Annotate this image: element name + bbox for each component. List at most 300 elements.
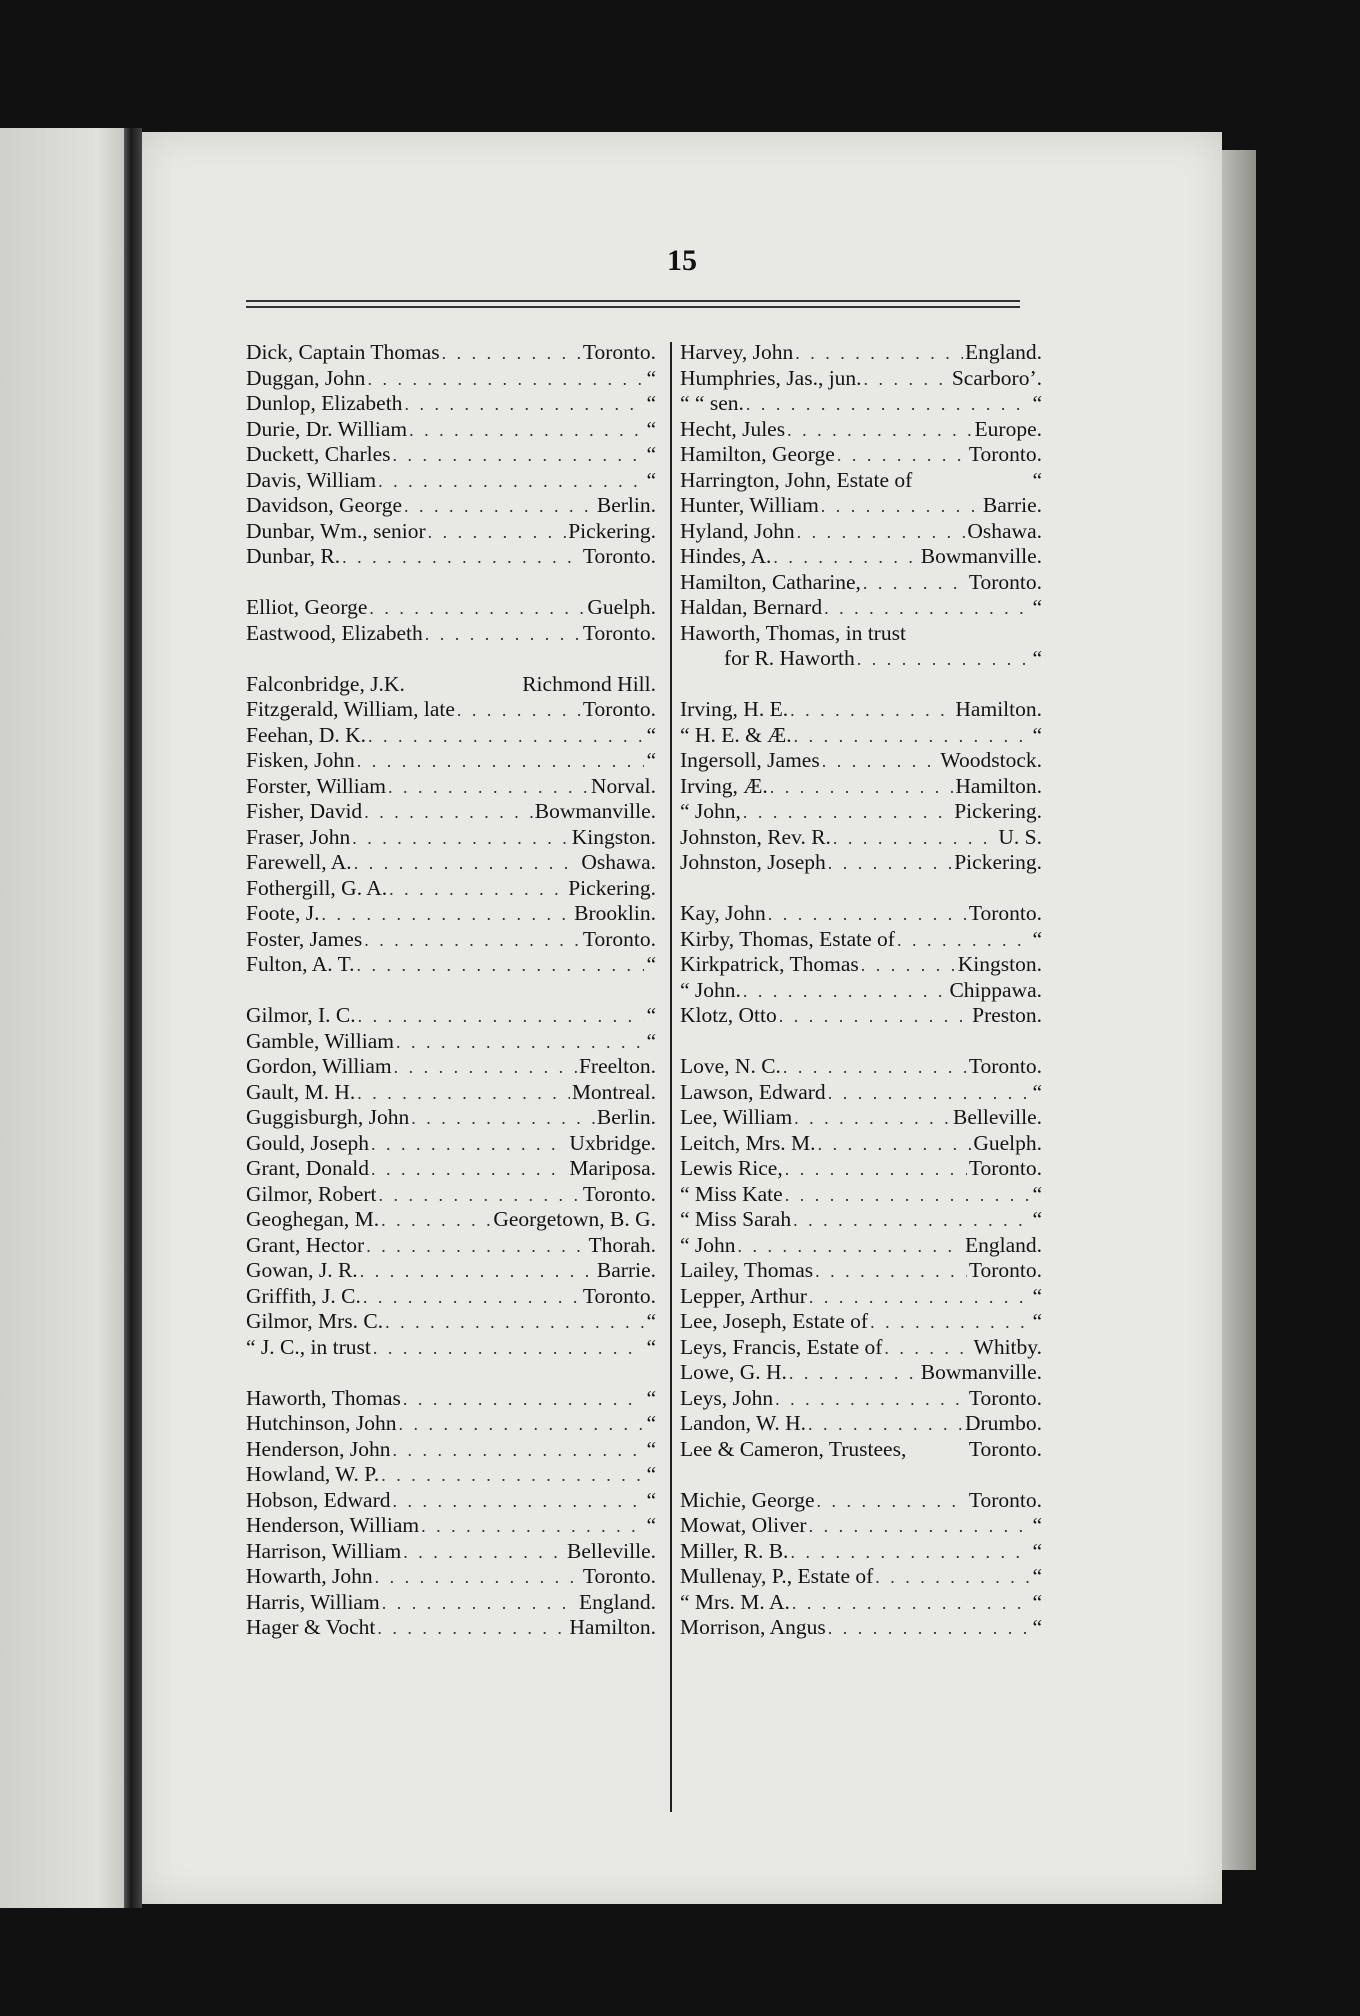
entry-name: Gamble, William bbox=[246, 1028, 395, 1053]
directory-entry bbox=[680, 1182, 1042, 1208]
directory-entry bbox=[246, 723, 656, 749]
leader-dots bbox=[366, 1234, 586, 1260]
leader-dots bbox=[773, 545, 918, 571]
directory-entry bbox=[680, 901, 1042, 927]
entry-place: Hamilton. bbox=[955, 773, 1042, 798]
entry-name: Irving, Æ. bbox=[680, 773, 768, 798]
entry-name: Foster, James bbox=[246, 926, 363, 951]
directory-entry bbox=[246, 1386, 656, 1412]
directory-entry bbox=[680, 1105, 1042, 1131]
leader-dots bbox=[360, 1259, 595, 1285]
entry-name: Elliot, George bbox=[246, 595, 368, 619]
section-gap bbox=[246, 570, 656, 596]
entry-place: “ bbox=[646, 1487, 656, 1512]
leader-dots bbox=[743, 979, 948, 1005]
entry-place: Pickering. bbox=[954, 799, 1042, 823]
leader-dots bbox=[457, 698, 581, 724]
entry-name: Mowat, Oliver bbox=[680, 1513, 807, 1537]
entry-name: Davis, William bbox=[246, 467, 377, 492]
entry-name: Ingersoll, James bbox=[680, 748, 820, 772]
entry-name: “ H. E. & Æ. bbox=[680, 722, 792, 747]
leader-dots bbox=[818, 1132, 972, 1158]
entry-place: Toronto. bbox=[582, 697, 656, 721]
entry-place: “ bbox=[646, 1411, 656, 1435]
leader-dots bbox=[385, 1310, 644, 1336]
leader-dots bbox=[399, 1412, 645, 1438]
entry-place: Uxbridge. bbox=[569, 1130, 656, 1155]
entry-place: “ bbox=[1032, 1181, 1042, 1206]
entry-name: Kirby, Thomas, Estate of bbox=[680, 926, 895, 951]
directory-entry bbox=[246, 1003, 656, 1029]
leader-dots bbox=[794, 724, 1031, 750]
entry-name: Johnston, Rev. R. bbox=[680, 824, 831, 849]
entry-place: Toronto. bbox=[968, 1258, 1042, 1282]
directory-entry bbox=[680, 417, 1042, 443]
directory-entry bbox=[680, 1360, 1042, 1386]
entry-place: “ bbox=[646, 1513, 656, 1537]
entry-place: “ bbox=[1032, 467, 1042, 492]
section-gap bbox=[246, 646, 656, 672]
entry-place: “ bbox=[1032, 1538, 1042, 1563]
entry-place: Freelton. bbox=[578, 1054, 656, 1078]
entry-place: Guelph. bbox=[587, 595, 656, 619]
leader-dots bbox=[425, 622, 581, 648]
entry-name: Gould, Joseph bbox=[246, 1130, 370, 1155]
entry-name: Miller, R. B. bbox=[680, 1538, 789, 1563]
directory-entry bbox=[246, 519, 656, 545]
entry-place: Preston. bbox=[972, 1003, 1042, 1027]
directory-entry bbox=[680, 774, 1042, 800]
entry-name: Haworth, Thomas, in trust bbox=[680, 620, 906, 645]
entry-name: Mullenay, P., Estate of bbox=[680, 1564, 874, 1588]
leader-dots bbox=[768, 902, 967, 928]
entry-place: U. S. bbox=[998, 824, 1042, 849]
leader-dots bbox=[815, 1259, 967, 1285]
leader-dots bbox=[342, 545, 581, 571]
leader-dots bbox=[363, 1285, 581, 1311]
leader-dots bbox=[817, 1489, 967, 1515]
leader-dots bbox=[389, 877, 566, 903]
entry-place: Scarboro’. bbox=[951, 365, 1042, 390]
directory-entry bbox=[680, 570, 1042, 596]
entry-name: Lee, Joseph, Estate of bbox=[680, 1309, 869, 1333]
entry-place: Europe. bbox=[974, 416, 1042, 441]
leader-dots bbox=[382, 1591, 577, 1617]
left-column bbox=[246, 340, 656, 1641]
entry-name: Haldan, Bernard bbox=[680, 595, 823, 619]
directory-entry bbox=[680, 391, 1042, 417]
leader-dots bbox=[428, 520, 567, 546]
directory-entry bbox=[246, 1564, 656, 1590]
entry-name: for R. Haworth bbox=[724, 646, 855, 670]
directory-entry bbox=[680, 952, 1042, 978]
entry-name: “ Miss Sarah bbox=[680, 1207, 792, 1231]
entry-place: Guelph. bbox=[973, 1130, 1042, 1155]
leader-dots bbox=[381, 1463, 644, 1489]
directory-entry bbox=[680, 366, 1042, 392]
entry-name: Farewell, A. bbox=[246, 850, 352, 874]
entry-name: Love, N. C. bbox=[680, 1054, 781, 1078]
directory-entry bbox=[246, 1335, 656, 1361]
entry-place: Pickering. bbox=[568, 875, 656, 900]
entry-name: Lee & Cameron, Trustees, bbox=[680, 1436, 907, 1461]
entry-name: Dunlop, Elizabeth bbox=[246, 391, 403, 415]
leader-dots bbox=[352, 826, 570, 852]
leader-dots bbox=[790, 1540, 1030, 1566]
entry-name: Duckett, Charles bbox=[246, 442, 391, 466]
leader-dots bbox=[864, 367, 950, 393]
leader-dots bbox=[808, 1412, 963, 1438]
directory-entry bbox=[680, 850, 1042, 876]
leader-dots bbox=[897, 928, 1030, 954]
leader-dots bbox=[775, 1387, 967, 1413]
entry-place: “ bbox=[646, 748, 656, 772]
leader-dots bbox=[357, 749, 645, 775]
entry-place: Richmond Hill. bbox=[522, 671, 656, 696]
entry-name: Fraser, John bbox=[246, 824, 351, 849]
entry-name: Hager & Vocht bbox=[246, 1615, 376, 1639]
leader-dots bbox=[411, 1106, 595, 1132]
left-page-edge bbox=[0, 128, 138, 1908]
directory-entry bbox=[246, 901, 656, 927]
document-page bbox=[142, 132, 1222, 1904]
entry-place: Thorah. bbox=[588, 1232, 656, 1257]
leader-dots bbox=[828, 851, 952, 877]
entry-name: Duggan, John bbox=[246, 365, 366, 390]
entry-place: “ bbox=[646, 467, 656, 492]
entry-place: Toronto. bbox=[968, 442, 1042, 466]
entry-name: Lowe, G. H. bbox=[680, 1360, 787, 1384]
leader-dots bbox=[793, 1208, 1030, 1234]
entry-name: Lewis Rice, bbox=[680, 1156, 783, 1180]
entry-name: Dunbar, Wm., senior bbox=[246, 518, 426, 543]
entry-place: Barrie. bbox=[982, 493, 1042, 517]
entry-place: Pickering. bbox=[954, 850, 1042, 874]
directory-entry bbox=[680, 340, 1042, 366]
page-number: 15 bbox=[667, 244, 697, 277]
entry-place: Toronto. bbox=[582, 1564, 656, 1588]
entry-place: Whitby. bbox=[973, 1334, 1042, 1359]
directory-entry bbox=[246, 493, 656, 519]
entry-name: Michie, George bbox=[680, 1487, 815, 1512]
entry-name: Lawson, Edward bbox=[680, 1079, 826, 1104]
entry-name: Klotz, Otto bbox=[680, 1003, 777, 1027]
entry-place: “ bbox=[1032, 1283, 1042, 1308]
directory-entry bbox=[246, 825, 656, 851]
directory-entry bbox=[680, 1539, 1042, 1565]
leader-dots bbox=[321, 902, 572, 928]
entry-place: Woodstock. bbox=[940, 748, 1042, 772]
directory-entry bbox=[680, 1615, 1042, 1641]
directory-entry bbox=[246, 748, 656, 774]
directory-entry bbox=[680, 697, 1042, 723]
leader-dots bbox=[394, 1055, 577, 1081]
leader-dots bbox=[388, 775, 589, 801]
directory-entry bbox=[246, 876, 656, 902]
entry-place: “ bbox=[1032, 1615, 1042, 1639]
entry-name: “ Mrs. M. A. bbox=[680, 1589, 790, 1614]
leader-dots bbox=[368, 724, 644, 750]
directory-entry bbox=[680, 799, 1042, 825]
entry-name: Hutchinson, John bbox=[246, 1411, 397, 1435]
leader-dots bbox=[364, 800, 533, 826]
entry-place: Toronto. bbox=[582, 620, 656, 645]
entry-place: Bowmanville. bbox=[920, 544, 1042, 568]
entry-name: Fisher, David bbox=[246, 799, 363, 823]
entry-place: “ bbox=[646, 442, 656, 466]
entry-place: Belleville. bbox=[567, 1538, 656, 1563]
entry-place: “ bbox=[646, 365, 656, 390]
leader-dots bbox=[404, 494, 595, 520]
entry-place: Toronto. bbox=[968, 1385, 1042, 1410]
directory-entry bbox=[246, 1258, 656, 1284]
entry-place: “ bbox=[1032, 1513, 1042, 1537]
directory-entry bbox=[680, 1003, 1042, 1029]
directory-entry bbox=[680, 1054, 1042, 1080]
directory-entry bbox=[246, 1488, 656, 1514]
entry-place: Toronto. bbox=[968, 1156, 1042, 1180]
leader-dots bbox=[746, 392, 1031, 418]
entry-name: Grant, Donald bbox=[246, 1156, 369, 1180]
directory-entry bbox=[680, 519, 1042, 545]
leader-dots bbox=[809, 1514, 1031, 1540]
entry-name: Kay, John bbox=[680, 901, 766, 925]
entry-place: Brooklin. bbox=[574, 901, 656, 925]
entry-place: Toronto. bbox=[582, 1181, 656, 1206]
directory-entry bbox=[680, 1386, 1042, 1412]
entry-name: Falconbridge, J.K. bbox=[246, 671, 405, 696]
entry-place: “ bbox=[1032, 1589, 1042, 1614]
entry-name: Dunbar, R. bbox=[246, 544, 341, 568]
leader-dots bbox=[393, 1489, 645, 1515]
entry-name: Lepper, Arthur bbox=[680, 1283, 807, 1308]
entry-place: “ bbox=[646, 1334, 656, 1359]
entry-place: “ bbox=[646, 391, 656, 415]
leader-dots bbox=[409, 418, 644, 444]
entry-place: Toronto. bbox=[582, 340, 656, 364]
entry-place: Bowmanville. bbox=[534, 799, 656, 823]
entry-name: “ “ sen. bbox=[680, 391, 744, 415]
leader-dots bbox=[833, 826, 996, 852]
leader-dots bbox=[828, 1081, 1031, 1107]
leader-dots bbox=[795, 341, 963, 367]
directory-entry bbox=[680, 978, 1042, 1004]
directory-entry bbox=[246, 1029, 656, 1055]
entry-place: “ bbox=[646, 722, 656, 747]
directory-entry bbox=[246, 468, 656, 494]
entry-place: Drumbo. bbox=[964, 1411, 1042, 1435]
leader-dots bbox=[373, 1336, 645, 1362]
book-spine bbox=[124, 128, 142, 1908]
directory-entry bbox=[246, 1080, 656, 1106]
entry-name: Hamilton, Catharine, bbox=[680, 569, 861, 594]
leader-dots bbox=[738, 1234, 963, 1260]
directory-entry bbox=[680, 1258, 1042, 1284]
entry-name: Geoghegan, M. bbox=[246, 1207, 380, 1231]
directory-entry bbox=[680, 1488, 1042, 1514]
entry-place: Berlin. bbox=[596, 493, 656, 517]
leader-dots bbox=[379, 1183, 581, 1209]
leader-dots bbox=[821, 494, 981, 520]
directory-entry bbox=[680, 1080, 1042, 1106]
directory-entry bbox=[680, 646, 1042, 672]
directory-entry bbox=[246, 1539, 656, 1565]
directory-entry bbox=[246, 1207, 656, 1233]
entry-place: “ bbox=[1032, 1564, 1042, 1588]
entry-name: “ John, bbox=[680, 799, 741, 823]
entry-place: England. bbox=[578, 1589, 656, 1614]
directory-entry bbox=[246, 1284, 656, 1310]
directory-entry bbox=[246, 1233, 656, 1259]
entry-place: Hamilton. bbox=[955, 697, 1042, 721]
directory-entry bbox=[680, 748, 1042, 774]
entry-place: Toronto. bbox=[968, 1436, 1042, 1461]
entry-place: “ bbox=[1032, 722, 1042, 747]
entry-place: Toronto. bbox=[968, 901, 1042, 925]
entry-place: England. bbox=[964, 340, 1042, 364]
directory-entry bbox=[680, 1131, 1042, 1157]
leader-dots bbox=[809, 1285, 1031, 1311]
directory-entry bbox=[680, 1513, 1042, 1539]
entry-place: “ bbox=[646, 952, 656, 976]
leader-dots bbox=[364, 928, 581, 954]
entry-name: Leitch, Mrs. M. bbox=[680, 1130, 816, 1155]
directory-entry bbox=[680, 1284, 1042, 1310]
leader-dots bbox=[785, 1183, 1031, 1209]
leader-dots bbox=[779, 1004, 970, 1030]
directory-entry bbox=[246, 1411, 656, 1437]
entry-place: “ bbox=[1032, 595, 1042, 619]
section-gap bbox=[680, 1462, 1042, 1488]
leader-dots bbox=[794, 1106, 951, 1132]
entry-place: Kingston. bbox=[957, 952, 1042, 976]
section-gap bbox=[680, 672, 1042, 698]
leader-dots bbox=[783, 1055, 967, 1081]
entry-name: Feehan, D. K. bbox=[246, 722, 367, 747]
leader-dots bbox=[357, 953, 645, 979]
leader-dots bbox=[861, 953, 956, 979]
entry-place: “ bbox=[1032, 1079, 1042, 1104]
directory-entry bbox=[246, 1131, 656, 1157]
directory-entry bbox=[680, 621, 1042, 647]
leader-dots bbox=[863, 571, 967, 597]
directory-entry bbox=[680, 1411, 1042, 1437]
entry-place: Norval. bbox=[590, 773, 656, 798]
section-gap bbox=[680, 1029, 1042, 1055]
entry-name: Hunter, William bbox=[680, 493, 819, 517]
directory-entry bbox=[680, 1156, 1042, 1182]
entry-place: Toronto. bbox=[968, 569, 1042, 594]
directory-entry bbox=[680, 1309, 1042, 1335]
directory-entry bbox=[680, 723, 1042, 749]
directory-entry bbox=[680, 825, 1042, 851]
entry-name: Foote, J. bbox=[246, 901, 320, 925]
leader-dots bbox=[403, 1540, 565, 1566]
entry-name: Henderson, William bbox=[246, 1513, 420, 1537]
directory-entry bbox=[246, 1590, 656, 1616]
leader-dots bbox=[770, 775, 954, 801]
entry-name: Gilmor, Robert bbox=[246, 1181, 377, 1206]
entry-place: “ bbox=[646, 416, 656, 441]
entry-name: Harrison, William bbox=[246, 1538, 402, 1563]
entry-name: “ John. bbox=[680, 977, 741, 1002]
entry-name: Grant, Hector bbox=[246, 1232, 365, 1257]
entry-name: Irving, H. E. bbox=[680, 697, 789, 721]
entry-name: Harvey, John bbox=[680, 340, 794, 364]
leader-dots bbox=[822, 749, 939, 775]
leader-dots bbox=[797, 520, 966, 546]
directory-entry bbox=[680, 595, 1042, 621]
entry-name: “ Miss Kate bbox=[680, 1181, 783, 1206]
directory-entry bbox=[246, 1105, 656, 1131]
leader-dots bbox=[442, 341, 581, 367]
leader-dots bbox=[824, 596, 1030, 622]
section-gap bbox=[680, 876, 1042, 902]
header-rule-top bbox=[246, 300, 1020, 302]
directory-entry bbox=[680, 1590, 1042, 1616]
directory-entry bbox=[246, 621, 656, 647]
leader-dots bbox=[792, 1591, 1031, 1617]
directory-entry bbox=[246, 850, 656, 876]
entry-place: Toronto. bbox=[582, 1283, 656, 1308]
entry-place: “ bbox=[1032, 1309, 1042, 1333]
leader-dots bbox=[787, 418, 972, 444]
entry-name: Gault, M. H. bbox=[246, 1079, 356, 1104]
entry-name: Lailey, Thomas bbox=[680, 1258, 814, 1282]
entry-name: Harris, William bbox=[246, 1589, 380, 1614]
entry-name: “ J. C., in trust bbox=[246, 1334, 371, 1359]
entry-name: Haworth, Thomas bbox=[246, 1385, 401, 1410]
directory-entry bbox=[680, 1207, 1042, 1233]
leader-dots bbox=[367, 367, 644, 393]
directory-entry bbox=[246, 1156, 656, 1182]
entry-place: “ bbox=[646, 1436, 656, 1461]
leader-dots bbox=[870, 1310, 1030, 1336]
directory-entry bbox=[246, 417, 656, 443]
leader-dots bbox=[357, 1081, 570, 1107]
section-gap bbox=[246, 978, 656, 1004]
entry-name: Hecht, Jules bbox=[680, 416, 786, 441]
leader-dots bbox=[377, 1616, 567, 1642]
leader-dots bbox=[371, 1157, 567, 1183]
directory-entry bbox=[246, 1309, 656, 1335]
entry-name: Morrison, Angus bbox=[680, 1615, 826, 1639]
leader-dots bbox=[371, 1132, 567, 1158]
entry-place: “ bbox=[1032, 1207, 1042, 1231]
directory-entry bbox=[680, 468, 1042, 494]
directory-entry bbox=[246, 391, 656, 417]
leader-dots bbox=[785, 1157, 967, 1183]
entry-place: Toronto. bbox=[582, 926, 656, 951]
directory-entry bbox=[246, 1054, 656, 1080]
entry-name: Kirkpatrick, Thomas bbox=[680, 952, 859, 976]
leader-dots bbox=[393, 1438, 645, 1464]
directory-entry bbox=[246, 952, 656, 978]
directory-entry bbox=[680, 493, 1042, 519]
directory-entry bbox=[680, 927, 1042, 953]
entry-name: Fothergill, G. A. bbox=[246, 875, 388, 900]
entry-name: Guggisburgh, John bbox=[246, 1105, 410, 1129]
entry-name: Johnston, Joseph bbox=[680, 850, 826, 874]
entry-place: Toronto. bbox=[968, 1054, 1042, 1078]
entry-place: England. bbox=[964, 1232, 1042, 1257]
entry-name: Lee, William bbox=[680, 1105, 793, 1129]
entry-place: “ bbox=[646, 1003, 656, 1027]
leader-dots bbox=[393, 443, 645, 469]
entry-place: Oshawa. bbox=[581, 850, 656, 874]
entry-name: Gordon, William bbox=[246, 1054, 392, 1078]
entry-place: Oshawa. bbox=[967, 518, 1042, 543]
